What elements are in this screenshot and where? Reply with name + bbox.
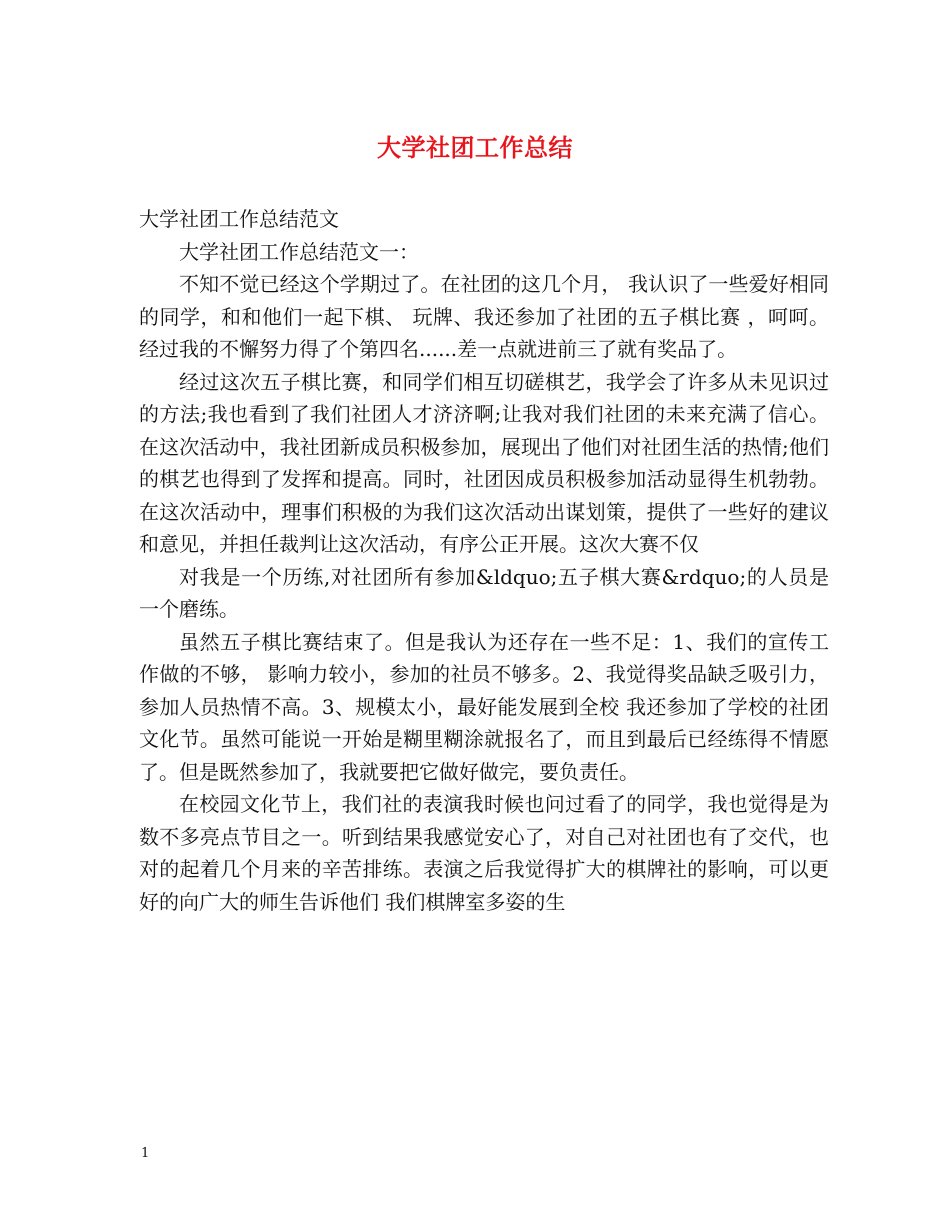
paragraph: 经过这次五子棋比赛，和同学们相互切磋棋艺，我学会了许多从未见识过的方法;我也看到了我们社团人才济济啊;让我对我们社团的未来充满了信心。在这次活动中，我社团新成员积极参加，展现出了他们对社团生活的热情;他们的棋艺也得到了发挥和提高。同时，社团因成员积极参加活动显得生机勃勃。在这次活动中，理事们积极的为我们这次活动出谋划策，提供了一些好的建议和意见，并担任裁判让这次活动，有序公正开展。这次大赛不仅	[139, 369, 829, 556]
document-subtitle: 大学社团工作总结范文	[139, 207, 339, 231]
paragraph: 在校园文化节上，我们社的表演我时候也问过看了的同学，我也觉得是为数不多亮点节目之一。听到结果我感觉安心了，对自己对社团也有了交代，也对的起着几个月来的辛苦排练。表演之后我觉得扩大的棋牌社的影响，可以更好的向广大的师生告诉他们 我们棋牌室多姿的生	[139, 792, 829, 914]
paragraph: 不知不觉已经这个学期过了。在社团的这几个月， 我认识了一些爱好相同的同学，和和他们一起下棋、 玩牌、我还参加了社团的五子棋比赛 ，呵呵。经过我的不懈努力得了个第四名......差一点就进前三了就有奖品了。	[139, 272, 829, 361]
paragraph: 对我是一个历练,对社团所有参加&ldquo;五子棋大赛&rdquo;的人员是一个磨练。	[139, 564, 829, 621]
document-body	[139, 203, 829, 918]
paragraph: 虽然五子棋比赛结束了。但是我认为还存在一些不足：1、我们的宣传工作做的不够， 影响力较小，参加的社员不够多。2、我觉得奖品缺乏吸引力，参加人员热情不高。3、规模太小，最好能发展到全校 我还参加了学校的社团文化节。虽然可能说一开始是糊里糊涂就报名了，而且到最后已经练得不情愿了。但是既然参加了，我就要把它做好做完，要负责任。	[139, 629, 829, 784]
page-number: 1	[141, 1146, 150, 1161]
document-title: 大学社团工作总结	[377, 133, 573, 162]
paragraph: 大学社团工作总结范文一：	[179, 239, 419, 264]
